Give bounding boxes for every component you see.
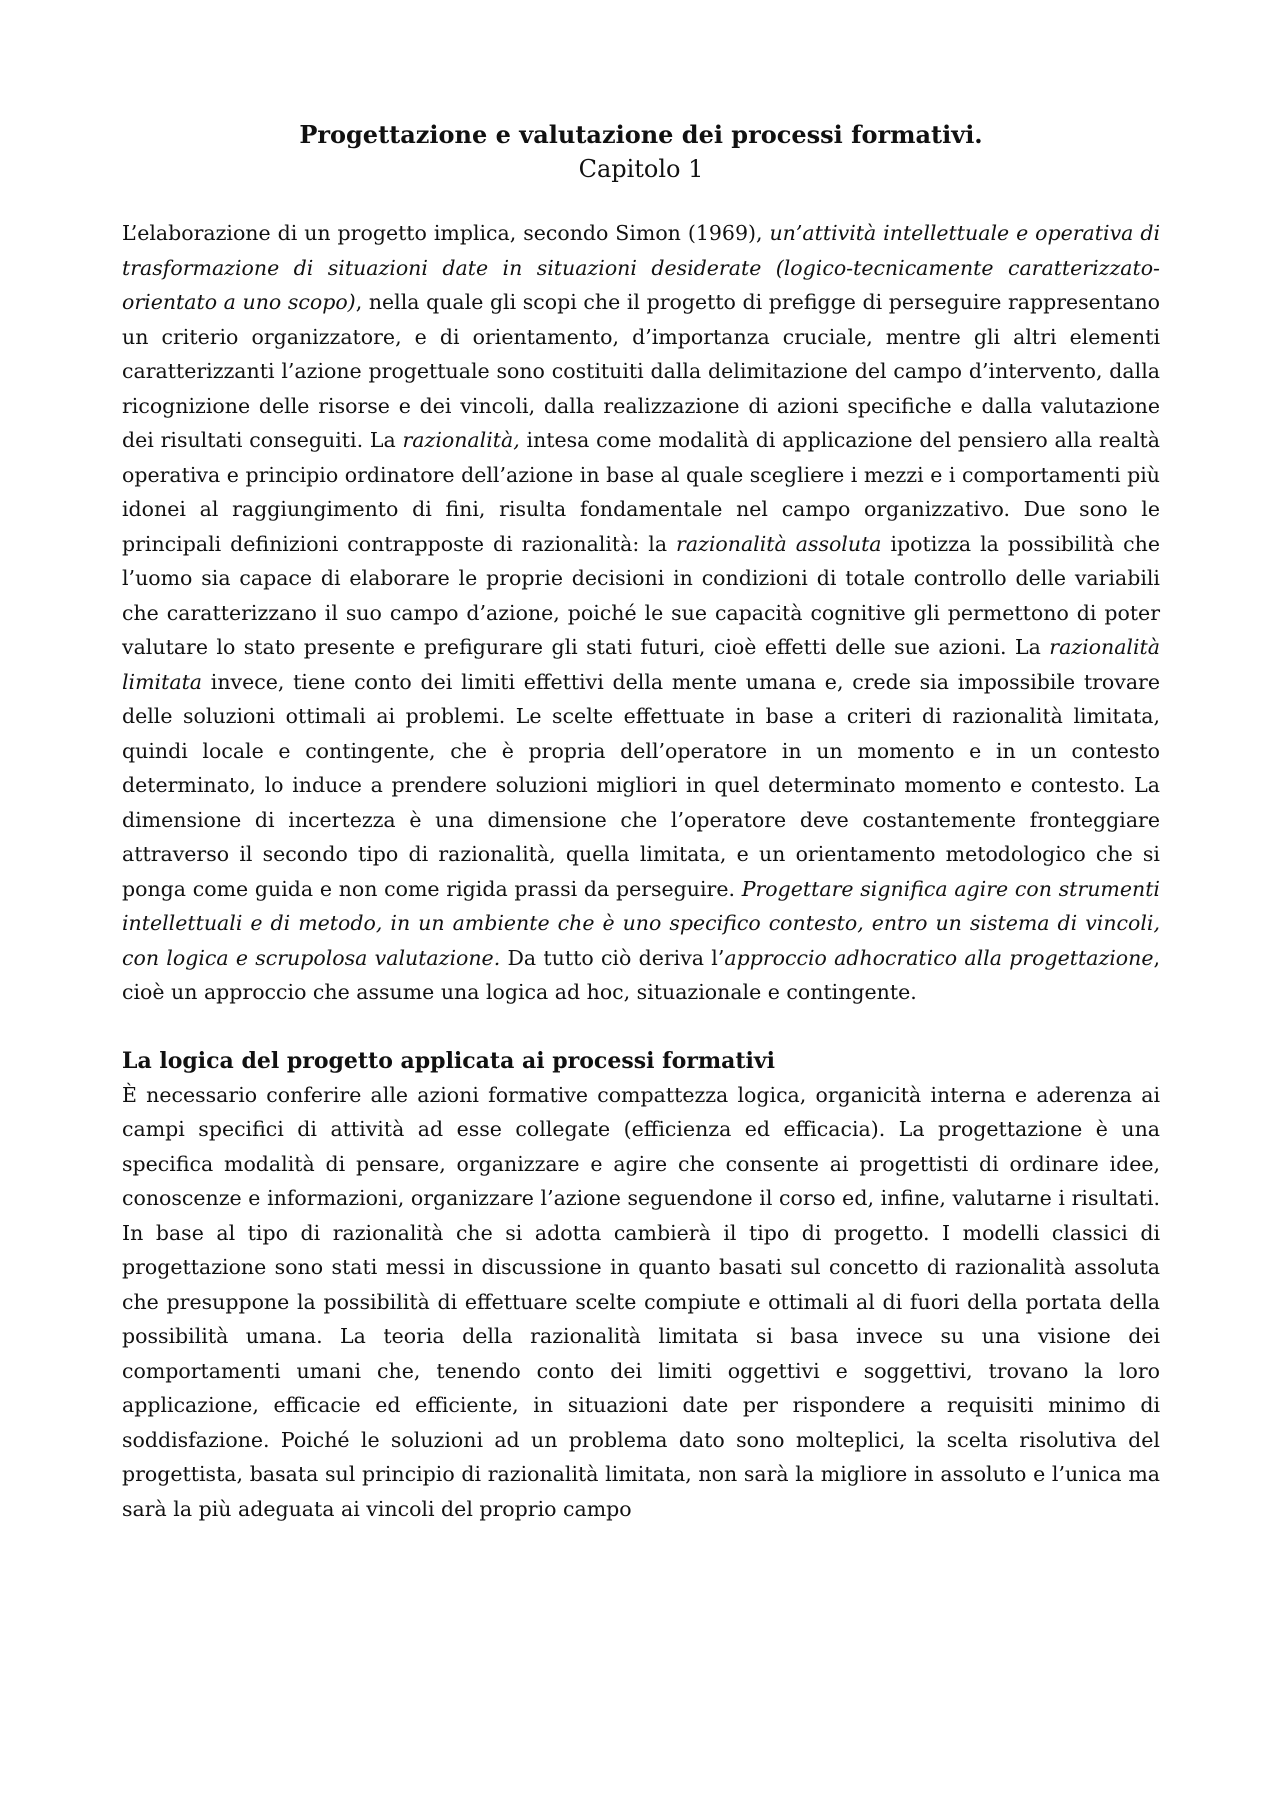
chapter-label: Capitolo 1 [578, 155, 704, 183]
text-run: ipotizza la possibilità che l’uomo sia capace di elaborare le proprie decisioni in condizioni di totale controllo delle variabili che caratterizzano il suo campo d’azione, poiché le sue capacità cognitive gli permettono di poter valutare lo stato presente e prefigurare gli stati futuri, cioè effetti delle sue azioni. La [122, 531, 1160, 659]
text-run: , nella quale gli scopi che il progetto di prefigge di perseguire rappresentano un criterio organizzatore, e di orientamento, d’importanza cruciale, mentre gli altri elementi caratterizzanti l’azione progettuale sono costituiti dalla delimitazione del campo d’intervento, dalla ricognizione delle risorse e dei vincoli, dalla realizzazione di azioni specifiche e dalla valutazione dei risultati conseguiti. La [122, 290, 1160, 452]
italic-run: razionalità limitata [122, 635, 1160, 694]
text-run: intesa come modalità di applicazione del pensiero alla realtà operativa e principio ordinatore dell’azione in base al quale scegliere i mezzi e i comportamenti più idonei al raggiungimento di fini, risulta fondamentale nel campo organizzativo. Due sono le principali definizioni contrapposte di razionalità: la [122, 428, 1160, 556]
intro-paragraph [122, 216, 1160, 1010]
text-run: Da tutto ciò deriva l’ [500, 945, 725, 970]
italic-run: un’attività intellettuale e operativa di trasformazione di situazioni date in situazioni desiderate (logico-tecnicamente caratterizzato-orientato a uno scopo) [122, 221, 1160, 314]
italic-run: Progettare significa agire con strumenti intellettuali e di metodo, in un ambiente che è uno specifico contesto, entro un sistema di vincoli, con logica e scrupolosa valutazione. [122, 876, 1160, 970]
italic-run: approccio adhocratico alla progettazione [724, 945, 1154, 970]
text-run: , cioè un approccio che assume una logica ad hoc, situazionale e contingente. [122, 945, 1161, 1004]
text-run: L’elaborazione di un progetto implica, secondo Simon (1969), [122, 221, 770, 245]
section-heading: La logica del progetto applicata ai processi formativi [122, 1047, 776, 1074]
text-run: invece, tiene conto dei limiti effettivi della mente umana e, crede sia impossibile trovare delle soluzioni ottimali ai problemi. Le scelte effettuate in base a criteri di razionalità limitata, quindi locale e contingente, che è propria dell’operatore in un momento e in un contesto determinato, lo induce a prendere soluzioni migliori in quel determinato momento e contesto. La dimensione di incertezza è una dimensione che l’operatore deve costantemente fronteggiare attraverso il secondo tipo di razionalità, quella limitata, e un orientamento metodologico che si ponga come guida e non come rigida prassi da perseguire. [122, 669, 1160, 901]
document-title: Progettazione e valutazione dei processi formativi. [299, 120, 983, 149]
italic-run: razionalità assoluta [676, 531, 882, 556]
italic-run: razionalità, [402, 428, 520, 452]
section-paragraph: È necessario conferire alle azioni formative compattezza logica, organicità interna e aderenza ai campi specifici di attività ad esse collegate (efficienza ed efficacia). La progettazione è una specifica modalità di pensare, organizzare e agire che consente ai progettisti di ordinare idee, conoscenze e informazioni, organizzare l’azione seguendone il corso ed, infine, valutarne i risultati. In base al tipo di razionalità che si adotta cambierà il tipo di progetto. I modelli classici di progettazione sono stati messi in discussione in quanto basati sul concetto di razionalità assoluta che presuppone la possibilità di effettuare scelte compiute e ottimali al di fuori della portata della possibilità umana. La teoria della razionalità limitata si basa invece su una visione dei comportamenti umani che, tenendo conto dei limiti oggettivi e soggettivi, trovano la loro applicazione, efficacie ed efficiente, in situazioni date per rispondere a requisiti minimo di soddisfazione. Poiché le soluzioni ad un problema dato sono molteplici, la scelta risolutiva del progettista, basata sul principio di razionalità limitata, non sarà la migliore in assoluto e l’unica ma sarà la più adeguata ai vincoli del proprio campo [122, 1082, 1160, 1521]
